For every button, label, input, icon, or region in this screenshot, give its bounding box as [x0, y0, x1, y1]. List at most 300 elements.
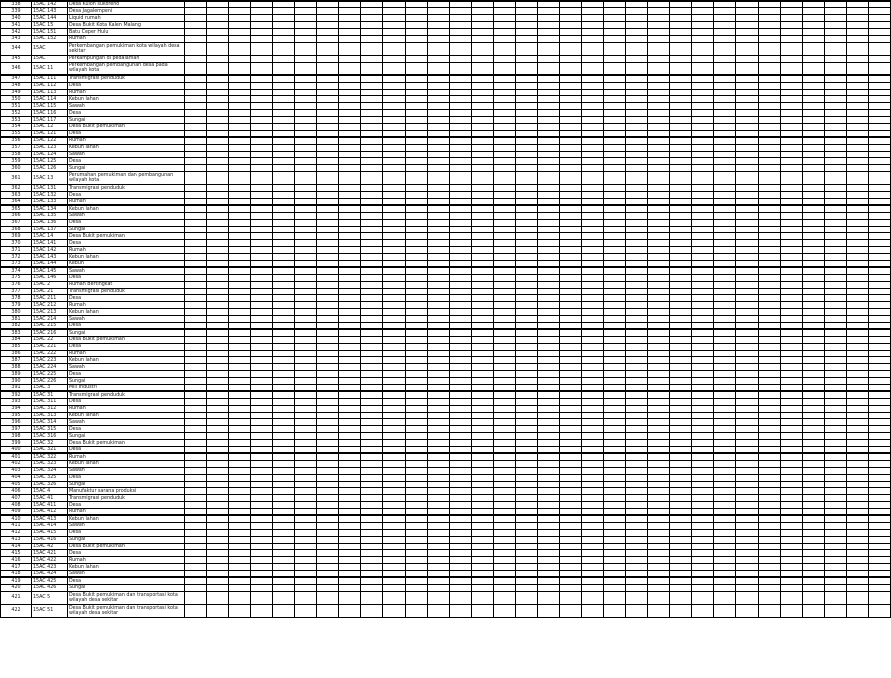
- empty-cell: [802, 515, 824, 522]
- empty-cell: [648, 8, 670, 15]
- empty-cell: [273, 398, 295, 405]
- code-cell: 15AC 324: [31, 467, 67, 474]
- empty-cell: [471, 419, 493, 426]
- empty-cell: [692, 447, 714, 454]
- empty-cell: [758, 604, 780, 617]
- empty-cell: [626, 440, 648, 447]
- empty-cell: [405, 571, 427, 578]
- empty-cell: [405, 405, 427, 412]
- table-row: [1, 550, 891, 557]
- empty-cell: [251, 205, 273, 212]
- empty-cell: [714, 103, 736, 110]
- empty-cell: [670, 509, 692, 516]
- empty-cell: [868, 185, 890, 192]
- empty-cell: [648, 316, 670, 323]
- description-cell: Desa Jagalempeni: [67, 8, 184, 15]
- empty-cell: [736, 571, 758, 578]
- empty-cell: [361, 481, 383, 488]
- empty-cell: [405, 22, 427, 29]
- empty-cell: [493, 515, 515, 522]
- empty-cell: [471, 281, 493, 288]
- empty-cell: [846, 247, 868, 254]
- empty-cell: [361, 357, 383, 364]
- empty-cell: [824, 158, 846, 165]
- row-number-cell: 417: [1, 564, 32, 571]
- empty-cell: [537, 385, 559, 392]
- row-number-cell: 384: [1, 336, 32, 343]
- table-row: [1, 460, 891, 467]
- empty-cell: [184, 371, 206, 378]
- empty-cell: [493, 529, 515, 536]
- description-cell: Kebun lahan: [67, 205, 184, 212]
- empty-cell: [736, 316, 758, 323]
- empty-cell: [449, 144, 471, 151]
- empty-cell: [449, 89, 471, 96]
- empty-cell: [714, 42, 736, 55]
- empty-cell: [846, 509, 868, 516]
- empty-cell: [493, 378, 515, 385]
- empty-cell: [361, 226, 383, 233]
- empty-cell: [427, 233, 449, 240]
- code-cell: 15AC 42: [31, 543, 67, 550]
- empty-cell: [604, 110, 626, 117]
- table-row: [1, 158, 891, 165]
- empty-cell: [449, 564, 471, 571]
- empty-cell: [537, 336, 559, 343]
- empty-cell: [449, 295, 471, 302]
- empty-cell: [449, 274, 471, 281]
- empty-cell: [824, 219, 846, 226]
- row-number-cell: 365: [1, 205, 32, 212]
- empty-cell: [868, 219, 890, 226]
- empty-cell: [846, 35, 868, 42]
- empty-cell: [604, 385, 626, 392]
- empty-cell: [229, 350, 251, 357]
- empty-cell: [206, 172, 228, 185]
- table-row: [1, 219, 891, 226]
- empty-cell: [648, 378, 670, 385]
- empty-cell: [405, 96, 427, 103]
- empty-cell: [780, 564, 802, 571]
- empty-cell: [405, 185, 427, 192]
- empty-cell: [692, 557, 714, 564]
- description-cell: Desa: [67, 158, 184, 165]
- empty-cell: [295, 412, 317, 419]
- empty-cell: [251, 584, 273, 591]
- empty-cell: [846, 323, 868, 330]
- empty-cell: [758, 329, 780, 336]
- empty-cell: [184, 336, 206, 343]
- row-number-cell: 340: [1, 15, 32, 22]
- empty-cell: [206, 385, 228, 392]
- empty-cell: [361, 110, 383, 117]
- empty-cell: [206, 254, 228, 261]
- code-cell: 15AC 151: [31, 29, 67, 36]
- empty-cell: [405, 474, 427, 481]
- empty-cell: [273, 557, 295, 564]
- empty-cell: [251, 350, 273, 357]
- empty-cell: [824, 302, 846, 309]
- empty-cell: [339, 274, 361, 281]
- description-cell: Kebun lahan: [67, 515, 184, 522]
- empty-cell: [184, 233, 206, 240]
- empty-cell: [846, 151, 868, 158]
- empty-cell: [317, 426, 339, 433]
- empty-cell: [868, 158, 890, 165]
- description-cell: Batu Ceper Hulu: [67, 29, 184, 36]
- empty-cell: [559, 405, 581, 412]
- empty-cell: [317, 185, 339, 192]
- empty-cell: [184, 42, 206, 55]
- empty-cell: [824, 591, 846, 604]
- description-cell: Rumah: [67, 557, 184, 564]
- empty-cell: [339, 336, 361, 343]
- empty-cell: [714, 371, 736, 378]
- empty-cell: [626, 219, 648, 226]
- empty-cell: [317, 577, 339, 584]
- empty-cell: [846, 391, 868, 398]
- empty-cell: [559, 82, 581, 89]
- empty-cell: [802, 385, 824, 392]
- empty-cell: [582, 42, 604, 55]
- empty-cell: [273, 254, 295, 261]
- empty-cell: [846, 130, 868, 137]
- empty-cell: [206, 440, 228, 447]
- code-cell: 15AC 415: [31, 529, 67, 536]
- table-row: [1, 130, 891, 137]
- empty-cell: [361, 22, 383, 29]
- empty-cell: [780, 137, 802, 144]
- empty-cell: [758, 515, 780, 522]
- empty-cell: [317, 509, 339, 516]
- empty-cell: [626, 226, 648, 233]
- empty-cell: [670, 323, 692, 330]
- empty-cell: [626, 433, 648, 440]
- empty-cell: [582, 137, 604, 144]
- empty-cell: [449, 336, 471, 343]
- empty-cell: [493, 42, 515, 55]
- code-cell: 15AC 226: [31, 378, 67, 385]
- empty-cell: [604, 543, 626, 550]
- code-cell: 15AC 216: [31, 329, 67, 336]
- empty-cell: [251, 75, 273, 82]
- empty-cell: [802, 288, 824, 295]
- empty-cell: [229, 550, 251, 557]
- empty-cell: [295, 336, 317, 343]
- empty-cell: [648, 502, 670, 509]
- empty-cell: [184, 343, 206, 350]
- empty-cell: [206, 110, 228, 117]
- table-row: [1, 185, 891, 192]
- empty-cell: [559, 22, 581, 29]
- table-row: [1, 378, 891, 385]
- empty-cell: [537, 1, 559, 8]
- empty-cell: [758, 391, 780, 398]
- empty-cell: [670, 110, 692, 117]
- empty-cell: [427, 192, 449, 199]
- empty-cell: [604, 357, 626, 364]
- empty-cell: [758, 233, 780, 240]
- empty-cell: [317, 219, 339, 226]
- empty-cell: [758, 144, 780, 151]
- empty-cell: [427, 357, 449, 364]
- empty-cell: [559, 274, 581, 281]
- empty-cell: [648, 55, 670, 62]
- empty-cell: [537, 158, 559, 165]
- empty-cell: [295, 398, 317, 405]
- empty-cell: [317, 274, 339, 281]
- empty-cell: [184, 267, 206, 274]
- empty-cell: [824, 144, 846, 151]
- empty-cell: [802, 192, 824, 199]
- empty-cell: [361, 426, 383, 433]
- empty-cell: [317, 117, 339, 124]
- empty-cell: [427, 158, 449, 165]
- empty-cell: [648, 261, 670, 268]
- empty-cell: [758, 481, 780, 488]
- empty-cell: [692, 281, 714, 288]
- empty-cell: [251, 151, 273, 158]
- empty-cell: [229, 8, 251, 15]
- empty-cell: [229, 495, 251, 502]
- empty-cell: [758, 316, 780, 323]
- empty-cell: [670, 144, 692, 151]
- code-cell: 15AC 134: [31, 205, 67, 212]
- empty-cell: [670, 591, 692, 604]
- empty-cell: [758, 550, 780, 557]
- empty-cell: [383, 419, 405, 426]
- row-number-cell: 347: [1, 75, 32, 82]
- empty-cell: [582, 323, 604, 330]
- empty-cell: [405, 82, 427, 89]
- empty-cell: [471, 364, 493, 371]
- empty-cell: [273, 316, 295, 323]
- empty-cell: [515, 309, 537, 316]
- empty-cell: [317, 192, 339, 199]
- empty-cell: [670, 219, 692, 226]
- table-row: [1, 274, 891, 281]
- empty-cell: [383, 247, 405, 254]
- empty-cell: [736, 205, 758, 212]
- empty-cell: [692, 62, 714, 75]
- empty-cell: [471, 75, 493, 82]
- empty-cell: [405, 529, 427, 536]
- empty-cell: [361, 295, 383, 302]
- empty-cell: [383, 302, 405, 309]
- empty-cell: [339, 117, 361, 124]
- empty-cell: [692, 405, 714, 412]
- empty-cell: [604, 426, 626, 433]
- empty-cell: [449, 378, 471, 385]
- empty-cell: [692, 110, 714, 117]
- empty-cell: [515, 433, 537, 440]
- empty-cell: [515, 460, 537, 467]
- empty-cell: [295, 350, 317, 357]
- empty-cell: [846, 198, 868, 205]
- empty-cell: [780, 447, 802, 454]
- empty-cell: [427, 577, 449, 584]
- empty-cell: [758, 22, 780, 29]
- empty-cell: [383, 440, 405, 447]
- empty-cell: [714, 15, 736, 22]
- empty-cell: [273, 212, 295, 219]
- empty-cell: [670, 198, 692, 205]
- empty-cell: [361, 267, 383, 274]
- empty-cell: [229, 117, 251, 124]
- empty-cell: [824, 364, 846, 371]
- empty-cell: [802, 42, 824, 55]
- empty-cell: [626, 488, 648, 495]
- empty-cell: [515, 8, 537, 15]
- empty-cell: [449, 398, 471, 405]
- empty-cell: [515, 488, 537, 495]
- empty-cell: [648, 604, 670, 617]
- empty-cell: [582, 509, 604, 516]
- description-cell: Rumah: [67, 247, 184, 254]
- empty-cell: [736, 62, 758, 75]
- empty-cell: [206, 309, 228, 316]
- empty-cell: [846, 205, 868, 212]
- empty-cell: [493, 591, 515, 604]
- empty-cell: [515, 295, 537, 302]
- empty-cell: [206, 22, 228, 29]
- empty-cell: [184, 15, 206, 22]
- description-cell: Rumah: [67, 198, 184, 205]
- empty-cell: [471, 564, 493, 571]
- empty-cell: [802, 309, 824, 316]
- empty-cell: [251, 440, 273, 447]
- row-number-cell: 393: [1, 398, 32, 405]
- empty-cell: [493, 419, 515, 426]
- empty-cell: [317, 433, 339, 440]
- empty-cell: [758, 440, 780, 447]
- description-cell: Rumah: [67, 453, 184, 460]
- empty-cell: [383, 591, 405, 604]
- empty-cell: [537, 343, 559, 350]
- empty-cell: [515, 198, 537, 205]
- empty-cell: [868, 453, 890, 460]
- row-number-cell: 416: [1, 557, 32, 564]
- empty-cell: [339, 453, 361, 460]
- description-cell: Transmigrasi penduduk: [67, 75, 184, 82]
- empty-cell: [604, 22, 626, 29]
- empty-cell: [714, 357, 736, 364]
- empty-cell: [582, 550, 604, 557]
- empty-cell: [714, 281, 736, 288]
- empty-cell: [582, 604, 604, 617]
- empty-cell: [493, 391, 515, 398]
- empty-cell: [626, 55, 648, 62]
- empty-cell: [383, 15, 405, 22]
- empty-cell: [493, 295, 515, 302]
- empty-cell: [626, 185, 648, 192]
- empty-cell: [229, 198, 251, 205]
- empty-cell: [692, 302, 714, 309]
- empty-cell: [515, 96, 537, 103]
- empty-cell: [802, 391, 824, 398]
- code-cell: 15AC 312: [31, 405, 67, 412]
- empty-cell: [714, 350, 736, 357]
- empty-cell: [868, 117, 890, 124]
- empty-cell: [868, 62, 890, 75]
- empty-cell: [184, 447, 206, 454]
- table-row: [1, 557, 891, 564]
- empty-cell: [206, 447, 228, 454]
- empty-cell: [582, 55, 604, 62]
- empty-cell: [229, 502, 251, 509]
- empty-cell: [515, 378, 537, 385]
- empty-cell: [184, 261, 206, 268]
- empty-cell: [449, 591, 471, 604]
- empty-cell: [295, 137, 317, 144]
- empty-cell: [251, 96, 273, 103]
- empty-cell: [229, 226, 251, 233]
- empty-cell: [692, 550, 714, 557]
- empty-cell: [427, 15, 449, 22]
- empty-cell: [758, 426, 780, 433]
- empty-cell: [802, 460, 824, 467]
- empty-cell: [493, 571, 515, 578]
- empty-cell: [493, 564, 515, 571]
- empty-cell: [206, 453, 228, 460]
- empty-cell: [229, 419, 251, 426]
- empty-cell: [670, 240, 692, 247]
- empty-cell: [714, 604, 736, 617]
- empty-cell: [670, 522, 692, 529]
- code-cell: 15AC 21: [31, 288, 67, 295]
- empty-cell: [251, 123, 273, 130]
- empty-cell: [515, 604, 537, 617]
- empty-cell: [471, 103, 493, 110]
- empty-cell: [714, 529, 736, 536]
- empty-cell: [361, 564, 383, 571]
- empty-cell: [868, 212, 890, 219]
- empty-cell: [846, 453, 868, 460]
- empty-cell: [846, 543, 868, 550]
- empty-cell: [273, 103, 295, 110]
- empty-cell: [427, 75, 449, 82]
- empty-cell: [493, 267, 515, 274]
- empty-cell: [824, 571, 846, 578]
- empty-cell: [471, 536, 493, 543]
- empty-cell: [537, 550, 559, 557]
- empty-cell: [471, 240, 493, 247]
- empty-cell: [295, 205, 317, 212]
- empty-cell: [515, 398, 537, 405]
- empty-cell: [824, 412, 846, 419]
- empty-cell: [383, 82, 405, 89]
- empty-cell: [383, 474, 405, 481]
- row-number-cell: 358: [1, 151, 32, 158]
- empty-cell: [273, 130, 295, 137]
- empty-cell: [471, 398, 493, 405]
- empty-cell: [295, 385, 317, 392]
- empty-cell: [868, 343, 890, 350]
- empty-cell: [295, 522, 317, 529]
- empty-cell: [780, 577, 802, 584]
- empty-cell: [251, 336, 273, 343]
- description-cell: Desa Bukit pemukiman: [67, 543, 184, 550]
- empty-cell: [537, 350, 559, 357]
- empty-cell: [824, 254, 846, 261]
- empty-cell: [184, 151, 206, 158]
- empty-cell: [184, 509, 206, 516]
- empty-cell: [295, 474, 317, 481]
- row-number-cell: 418: [1, 571, 32, 578]
- empty-cell: [184, 192, 206, 199]
- empty-cell: [339, 295, 361, 302]
- empty-cell: [559, 130, 581, 137]
